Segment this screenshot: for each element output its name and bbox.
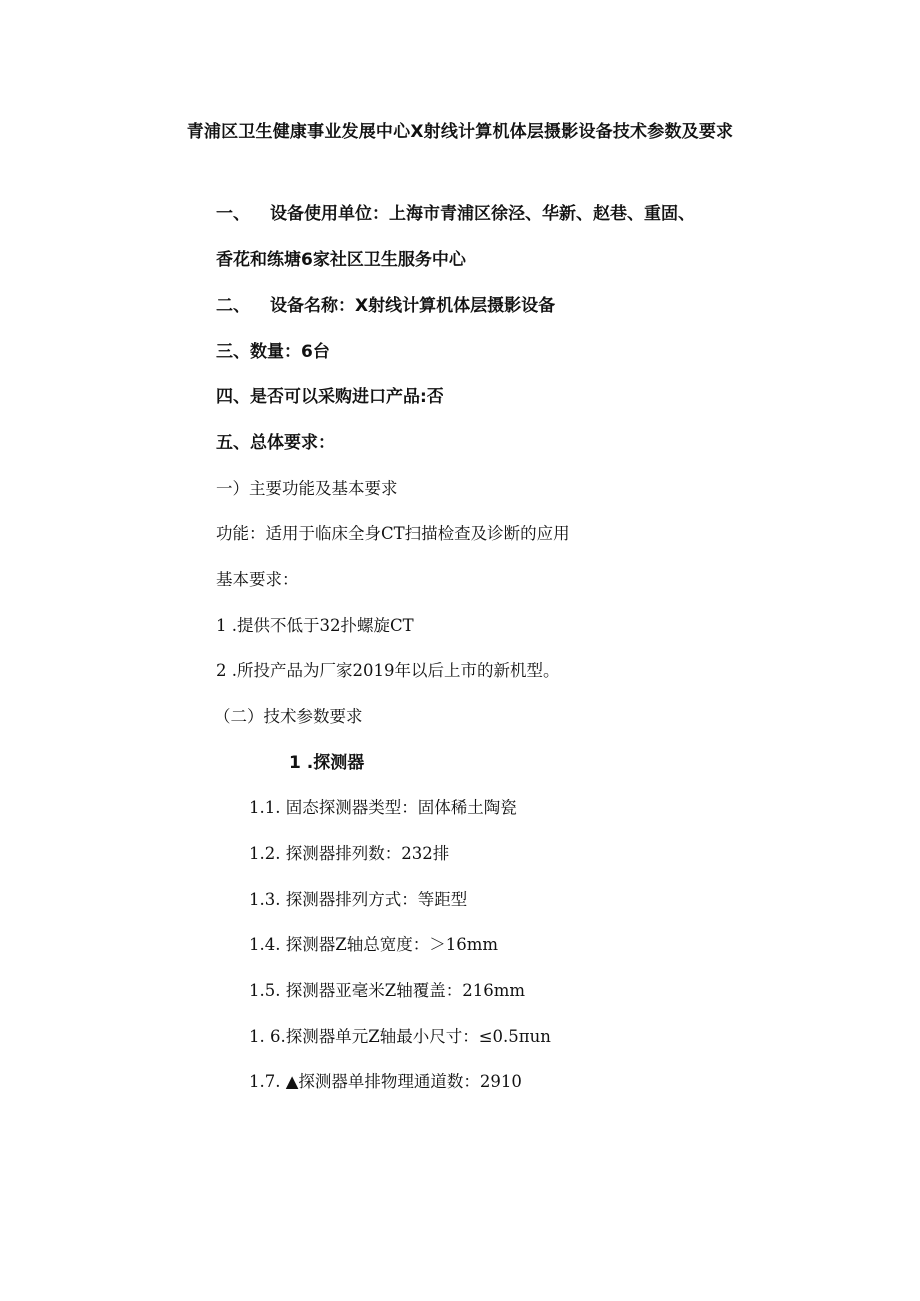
subsection-2-heading: （二）技术参数要求 xyxy=(214,707,363,726)
document-title: 青浦区卫生健康事业发展中心X射线计算机体层摄影设备技术参数及要求 xyxy=(186,122,734,142)
section-1-line-1: 设备使用单位：上海市青浦区徐泾、华新、赵巷、重固、 xyxy=(270,204,695,224)
section-3-quantity: 三、数量：6台 xyxy=(216,342,330,362)
subsection-1-heading: 一）主要功能及基本要求 xyxy=(216,479,398,498)
section-4-import: 四、是否可以采购进口产品:否 xyxy=(216,387,444,407)
section-1-line-2: 香花和练塘6家社区卫生服务中心 xyxy=(216,250,466,270)
basic-requirements-heading: 基本要求： xyxy=(216,570,299,589)
detector-item: 1.7. ▲探测器单排物理通道数：2910 xyxy=(249,1072,522,1091)
detector-heading: 1 .探测器 xyxy=(289,753,365,773)
requirement-2: 2 .所投产品为厂家2019年以后上市的新机型。 xyxy=(216,661,560,680)
detector-item: 1. 6.探测器单元Z轴最小尺寸：≤0.5πun xyxy=(249,1027,551,1046)
detector-item: 1.4. 探测器Z轴总宽度：＞16mm xyxy=(249,935,498,954)
section-2-prefix: 二、 xyxy=(216,296,250,316)
detector-item: 1.2. 探测器排列数：232排 xyxy=(249,844,450,863)
function-line: 功能：适用于临床全身CT扫描检查及诊断的应用 xyxy=(216,524,570,543)
requirement-1: 1 .提供不低于32扑螺旋CT xyxy=(216,616,414,635)
section-5-heading: 五、总体要求： xyxy=(216,433,335,453)
section-1-prefix: 一、 xyxy=(216,204,250,224)
detector-item: 1.1. 固态探测器类型：固体稀土陶瓷 xyxy=(249,798,517,817)
detector-item: 1.3. 探测器排列方式：等距型 xyxy=(249,890,468,909)
section-2-text: 设备名称：X射线计算机体层摄影设备 xyxy=(270,296,556,316)
detector-item: 1.5. 探测器亚毫米Z轴覆盖：216mm xyxy=(249,981,525,1000)
